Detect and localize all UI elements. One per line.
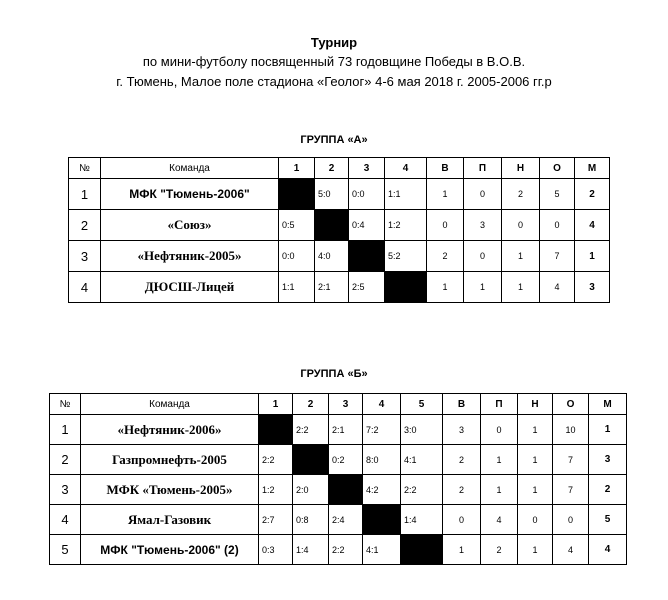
place-cell: 3 bbox=[575, 272, 610, 303]
score-cell: 4:1 bbox=[363, 535, 401, 565]
team-name: Газпромнефть-2005 bbox=[81, 445, 259, 475]
col-header-team: Команда bbox=[101, 158, 279, 179]
losses-cell: 1 bbox=[481, 475, 518, 505]
team-name: МФК "Тюмень-2006" (2) bbox=[81, 535, 259, 565]
score-cell: 2:2 bbox=[259, 445, 293, 475]
self-match-cell bbox=[279, 179, 315, 210]
self-match-cell bbox=[329, 475, 363, 505]
row-number: 1 bbox=[69, 179, 101, 210]
score-cell: 3:0 bbox=[401, 415, 443, 445]
draws-cell: 1 bbox=[518, 535, 553, 565]
col-header-1: 1 bbox=[279, 158, 315, 179]
place-cell: 5 bbox=[589, 505, 627, 535]
points-cell: 4 bbox=[553, 535, 589, 565]
table-row bbox=[69, 210, 610, 241]
score-cell: 1:1 bbox=[279, 272, 315, 303]
score-cell: 2:2 bbox=[293, 415, 329, 445]
col-header-place: М bbox=[589, 394, 627, 415]
points-cell: 0 bbox=[540, 210, 575, 241]
team-name: МФК "Тюмень-2006" bbox=[101, 179, 279, 210]
col-header-points: О bbox=[540, 158, 575, 179]
table-row bbox=[50, 535, 627, 565]
document-subtitle: по мини-футболу посвященный 73 годовщине Победы в В.О.В. bbox=[142, 54, 526, 69]
row-number: 4 bbox=[50, 505, 81, 535]
col-header-5: 5 bbox=[401, 394, 443, 415]
table-row bbox=[69, 241, 610, 272]
self-match-cell bbox=[315, 210, 349, 241]
score-cell: 1:1 bbox=[385, 179, 427, 210]
score-cell: 5:0 bbox=[315, 179, 349, 210]
col-header-losses: П bbox=[464, 158, 502, 179]
points-cell: 5 bbox=[540, 179, 575, 210]
score-cell: 1:2 bbox=[259, 475, 293, 505]
points-cell: 7 bbox=[553, 445, 589, 475]
score-cell: 2:1 bbox=[315, 272, 349, 303]
group-b-title: ГРУППА «Б» bbox=[300, 368, 368, 380]
losses-cell: 3 bbox=[464, 210, 502, 241]
col-header-draws: Н bbox=[518, 394, 553, 415]
row-number: 5 bbox=[50, 535, 81, 565]
score-cell: 7:2 bbox=[363, 415, 401, 445]
wins-cell: 1 bbox=[427, 179, 464, 210]
score-cell: 0:3 bbox=[259, 535, 293, 565]
draws-cell: 0 bbox=[502, 210, 540, 241]
row-number: 3 bbox=[69, 241, 101, 272]
col-header-draws: Н bbox=[502, 158, 540, 179]
losses-cell: 0 bbox=[464, 179, 502, 210]
draws-cell: 1 bbox=[518, 415, 553, 445]
place-cell: 3 bbox=[589, 445, 627, 475]
wins-cell: 0 bbox=[427, 210, 464, 241]
row-number: 2 bbox=[69, 210, 101, 241]
score-cell: 8:0 bbox=[363, 445, 401, 475]
score-cell: 5:2 bbox=[385, 241, 427, 272]
col-header-3: 3 bbox=[349, 158, 385, 179]
col-header-team: Команда bbox=[81, 394, 259, 415]
table-row bbox=[50, 505, 627, 535]
wins-cell: 1 bbox=[443, 535, 481, 565]
col-header-losses: П bbox=[481, 394, 518, 415]
draws-cell: 0 bbox=[518, 505, 553, 535]
col-header-4: 4 bbox=[385, 158, 427, 179]
place-cell: 1 bbox=[589, 415, 627, 445]
document-title: Турнир bbox=[310, 35, 358, 50]
wins-cell: 1 bbox=[427, 272, 464, 303]
table-row bbox=[50, 415, 627, 445]
draws-cell: 1 bbox=[518, 475, 553, 505]
team-name: «Союз» bbox=[101, 210, 279, 241]
score-cell: 0:2 bbox=[329, 445, 363, 475]
draws-cell: 1 bbox=[502, 241, 540, 272]
col-header-1: 1 bbox=[259, 394, 293, 415]
score-cell: 4:2 bbox=[363, 475, 401, 505]
col-header-4: 4 bbox=[363, 394, 401, 415]
wins-cell: 3 bbox=[443, 415, 481, 445]
points-cell: 4 bbox=[540, 272, 575, 303]
place-cell: 1 bbox=[575, 241, 610, 272]
wins-cell: 2 bbox=[427, 241, 464, 272]
team-name: Ямал-Газовик bbox=[81, 505, 259, 535]
self-match-cell bbox=[401, 535, 443, 565]
col-header-2: 2 bbox=[315, 158, 349, 179]
table-row bbox=[69, 179, 610, 210]
col-header-num: № bbox=[69, 158, 101, 179]
row-number: 4 bbox=[69, 272, 101, 303]
group-b-table bbox=[49, 393, 627, 565]
score-cell: 2:7 bbox=[259, 505, 293, 535]
place-cell: 4 bbox=[575, 210, 610, 241]
row-number: 2 bbox=[50, 445, 81, 475]
wins-cell: 0 bbox=[443, 505, 481, 535]
col-header-points: О bbox=[553, 394, 589, 415]
group-a-table bbox=[68, 157, 610, 303]
col-header-wins: В bbox=[427, 158, 464, 179]
self-match-cell bbox=[385, 272, 427, 303]
score-cell: 0:5 bbox=[279, 210, 315, 241]
col-header-wins: В bbox=[443, 394, 481, 415]
col-header-3: 3 bbox=[329, 394, 363, 415]
place-cell: 4 bbox=[589, 535, 627, 565]
group-a-title: ГРУППА «А» bbox=[300, 134, 368, 146]
score-cell: 1:2 bbox=[385, 210, 427, 241]
score-cell: 0:8 bbox=[293, 505, 329, 535]
score-cell: 0:0 bbox=[279, 241, 315, 272]
team-name: МФК «Тюмень-2005» bbox=[81, 475, 259, 505]
losses-cell: 4 bbox=[481, 505, 518, 535]
losses-cell: 0 bbox=[481, 415, 518, 445]
wins-cell: 2 bbox=[443, 445, 481, 475]
points-cell: 7 bbox=[540, 241, 575, 272]
document-venue-line: г. Тюмень, Малое поле стадиона «Геолог» 4-6 мая 2018 г. 2005-2006 гг.р bbox=[116, 74, 552, 89]
score-cell: 2:1 bbox=[329, 415, 363, 445]
draws-cell: 1 bbox=[518, 445, 553, 475]
score-cell: 2:5 bbox=[349, 272, 385, 303]
draws-cell: 2 bbox=[502, 179, 540, 210]
self-match-cell bbox=[293, 445, 329, 475]
table-header-row bbox=[50, 394, 627, 415]
self-match-cell bbox=[349, 241, 385, 272]
team-name: «Нефтяник-2006» bbox=[81, 415, 259, 445]
score-cell: 1:4 bbox=[293, 535, 329, 565]
score-cell: 2:2 bbox=[401, 475, 443, 505]
col-header-num: № bbox=[50, 394, 81, 415]
row-number: 3 bbox=[50, 475, 81, 505]
row-number: 1 bbox=[50, 415, 81, 445]
col-header-place: М bbox=[575, 158, 610, 179]
points-cell: 7 bbox=[553, 475, 589, 505]
team-name: «Нефтяник-2005» bbox=[101, 241, 279, 272]
score-cell: 4:1 bbox=[401, 445, 443, 475]
place-cell: 2 bbox=[575, 179, 610, 210]
losses-cell: 2 bbox=[481, 535, 518, 565]
draws-cell: 1 bbox=[502, 272, 540, 303]
document-header bbox=[0, 34, 668, 92]
self-match-cell bbox=[259, 415, 293, 445]
table-row bbox=[69, 272, 610, 303]
team-name: ДЮСШ-Лицей bbox=[101, 272, 279, 303]
wins-cell: 2 bbox=[443, 475, 481, 505]
table-header-row bbox=[69, 158, 610, 179]
table-row bbox=[50, 445, 627, 475]
score-cell: 1:4 bbox=[401, 505, 443, 535]
score-cell: 0:4 bbox=[349, 210, 385, 241]
self-match-cell bbox=[363, 505, 401, 535]
score-cell: 4:0 bbox=[315, 241, 349, 272]
place-cell: 2 bbox=[589, 475, 627, 505]
table-row bbox=[50, 475, 627, 505]
score-cell: 2:4 bbox=[329, 505, 363, 535]
points-cell: 10 bbox=[553, 415, 589, 445]
losses-cell: 1 bbox=[481, 445, 518, 475]
score-cell: 2:2 bbox=[329, 535, 363, 565]
losses-cell: 1 bbox=[464, 272, 502, 303]
score-cell: 2:0 bbox=[293, 475, 329, 505]
score-cell: 0:0 bbox=[349, 179, 385, 210]
col-header-2: 2 bbox=[293, 394, 329, 415]
losses-cell: 0 bbox=[464, 241, 502, 272]
points-cell: 0 bbox=[553, 505, 589, 535]
